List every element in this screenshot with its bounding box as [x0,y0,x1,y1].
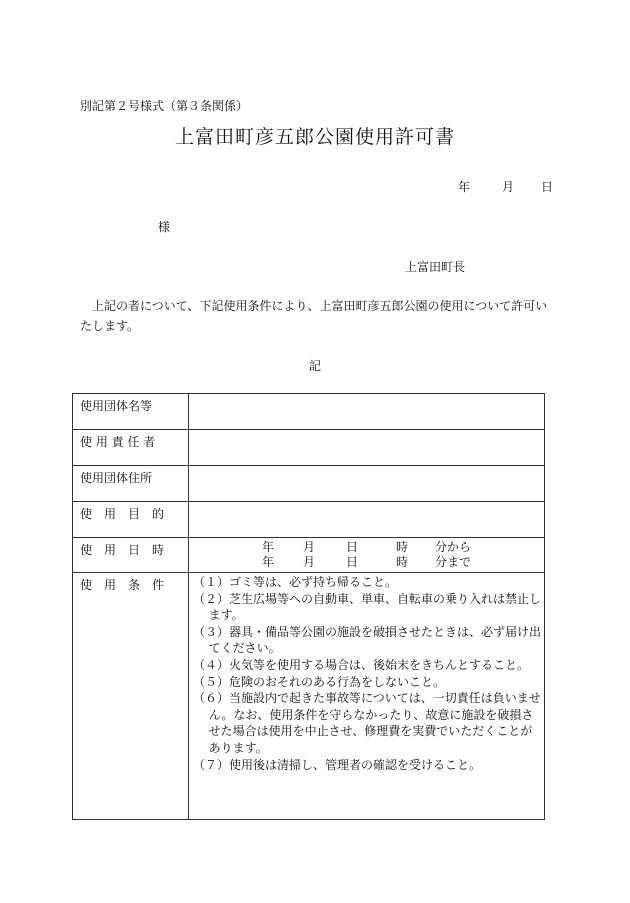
condition-item: （７）使用後は清掃し、管理者の確認を受けること。 [193,757,482,772]
group-address-value [189,466,545,502]
datetime-value [189,538,545,573]
form-number: 別記第２号様式（第３条関係） [80,99,249,113]
table-row [73,466,545,502]
datetime-to-line: 年 月 日 時 分まで [262,555,472,569]
issuer-name: 上富田町長 [405,260,466,274]
responsible-person-label: 使 用 責 任 者 [73,430,189,466]
group-name-label: 使用団体名等 [73,394,189,430]
condition-item: （４）火気等を使用する場合は、後始末をきちんとすること。 [193,657,530,672]
table-row [73,394,545,430]
condition-item: （３）器具・備品等公園の施設を破損させたときは、必ず届け出てください。 [193,624,542,656]
day-label: 日 [541,180,554,194]
document-title: 上富田町彦五郎公園使用許可書 [174,126,455,148]
group-address-label: 使用団体住所 [73,466,189,502]
issue-date [458,178,553,195]
purpose-label: 使 用 目 的 [73,502,189,538]
table-row [73,502,545,538]
conditions-value [189,573,545,820]
addressee-suffix: 様 [158,220,171,234]
permit-details-table [72,393,545,820]
year-label: 年 [458,180,471,194]
condition-item: （５）危険のおそれのある行為をしないこと。 [193,674,446,689]
condition-item: （２）芝生広場等への自動車、単車、自転車の乗り入れは禁止します。 [193,591,542,623]
table-row [73,538,545,573]
conditions-list [189,573,544,773]
purpose-value [189,502,545,538]
condition-item: （１）ゴミ等は、必ず持ち帰ること。 [193,575,398,589]
table-row [73,430,545,466]
condition-item: （６）当施設内で起きた事故等については、一切責任は負いません。なお、使用条件を守らなかったり、故意に施設を破損させた場合は使用を中止させ、修理費を実費でいただくことがあります。 [193,691,541,755]
ki-heading: 記 [308,359,321,373]
group-name-value [189,394,545,430]
datetime-label: 使 用 日 時 [73,538,189,573]
table-row [73,573,545,820]
responsible-person-value [189,430,545,466]
month-label: 月 [502,180,515,194]
conditions-label: 使 用 条 件 [73,573,189,820]
datetime-from-line: 年 月 日 時 分から [262,540,472,554]
permit-statement: 上記の者について、下記使用条件により、上富田町彦五郎公園の使用について許可いたします。 [80,299,548,333]
